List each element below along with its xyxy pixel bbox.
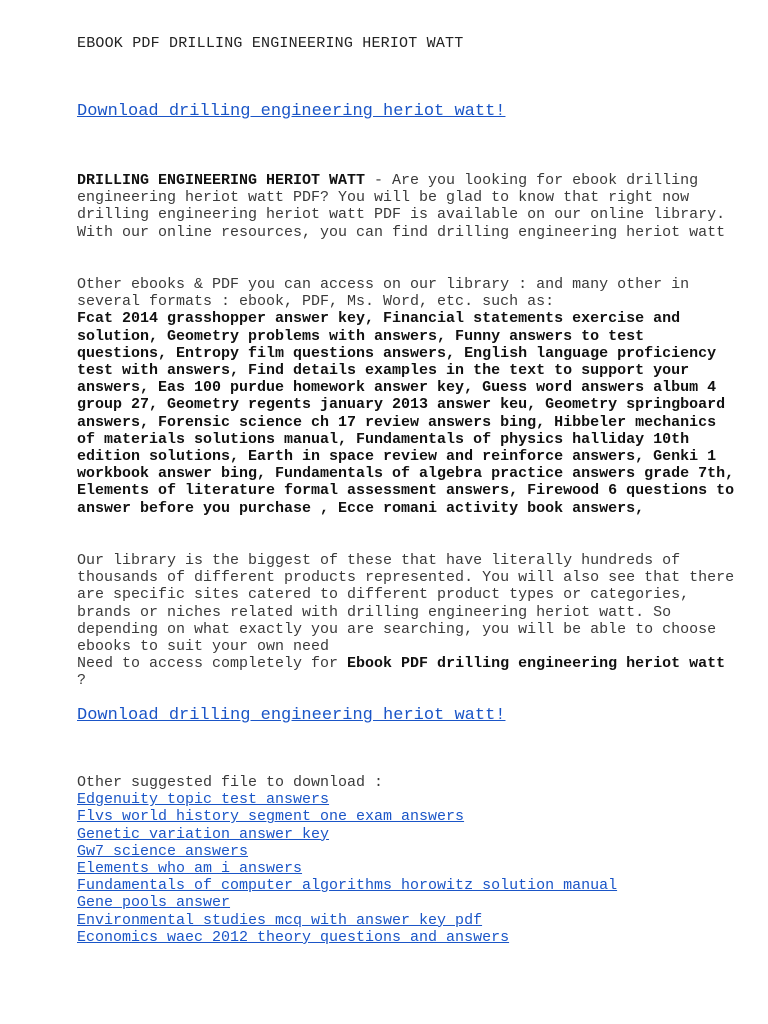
- suggested-file-link[interactable]: Edgenuity topic test answers: [77, 791, 330, 809]
- list-item: [77, 860, 737, 877]
- list-item: [77, 808, 737, 825]
- list-item: [77, 929, 737, 946]
- suggested-files-label: Other suggested file to download :: [77, 774, 384, 791]
- list-item: [77, 912, 737, 929]
- suggested-file-link[interactable]: Elements who am i answers: [77, 860, 303, 878]
- list-item: [77, 894, 737, 911]
- suggested-files-list: [77, 791, 737, 946]
- suggested-file-link[interactable]: Environmental studies mcq with answer key pdf: [77, 911, 483, 929]
- suggested-file-link[interactable]: Economics waec 2012 theory questions and answers: [77, 928, 510, 946]
- suggested-file-link[interactable]: Genetic variation answer key: [77, 825, 330, 843]
- list-item: [77, 826, 737, 843]
- library-paragraph: [77, 552, 737, 690]
- intro-paragraph: [77, 172, 737, 241]
- list-item: [77, 877, 737, 894]
- list-item: [77, 791, 737, 808]
- suggested-file-link[interactable]: Fundamentals of computer algorithms horowitz solution manual: [77, 877, 618, 895]
- need-access-end: ?: [77, 672, 87, 690]
- intro-text: - Are you looking for ebook drilling engineering heriot watt PDF? You will be glad to know that right now drilling engineering heriot watt PDF is available on our online library. With our online resources, you can find drilling engineering heriot watt: [77, 172, 726, 241]
- other-ebooks-paragraph: [77, 276, 737, 517]
- suggested-files-section: [77, 774, 737, 946]
- suggested-file-link[interactable]: Gw7 science answers: [77, 842, 249, 860]
- need-access-bold: Ebook PDF drilling engineering heriot watt: [347, 655, 726, 673]
- intro-bold-heading: DRILLING ENGINEERING HERIOT WATT: [77, 172, 366, 189]
- download-link-middle[interactable]: Download drilling engineering heriot watt!: [77, 706, 506, 725]
- other-ebooks-intro: Other ebooks & PDF you can access on our library : and many other in several formats : ebook, PDF, Ms. Word, etc. such as:: [77, 276, 690, 311]
- suggested-file-link[interactable]: Flvs world history segment one exam answers: [77, 808, 465, 826]
- need-access-text: Need to access completely for: [77, 655, 348, 673]
- suggested-file-link[interactable]: Gene pools answer: [77, 894, 231, 912]
- other-ebooks-list: Fcat 2014 grasshopper answer key, Financial statements exercise and solution, Geometry problems with answers, Funny answers to test questions, Entropy film questions answers, English language proficiency test with answers, Find details examples in the text to support your answers, Eas 100 purdue homework answer key, Guess word answers album 4 group 27, Geometry regents january 2013 answer keu, Geometry springboard answers, Forensic science ch 17 review answers bing, Hibbeler mechanics of materials solutions manual, Fundamentals of physics halliday 10th edition solutions, Earth in space review and reinforce answers, Genki 1 workbook answer bing, Fundamentals of algebra practice answers grade 7th, Elements of literature formal assessment answers, Firewood 6 questions to answer before you purchase , Ecce romani activity book answers,: [77, 310, 735, 517]
- download-link-top[interactable]: Download drilling engineering heriot watt!: [77, 102, 506, 121]
- document-title: EBOOK PDF DRILLING ENGINEERING HERIOT WATT: [77, 35, 464, 52]
- list-item: [77, 843, 737, 860]
- library-text: Our library is the biggest of these that have literally hundreds of thousands of different products represented. You will also see that there are specific sites catered to different product types or categories, brands or niches related with drilling engineering heriot watt. So depending on what exactly you are searching, you will be able to choose ebooks to suit your own need: [77, 552, 735, 656]
